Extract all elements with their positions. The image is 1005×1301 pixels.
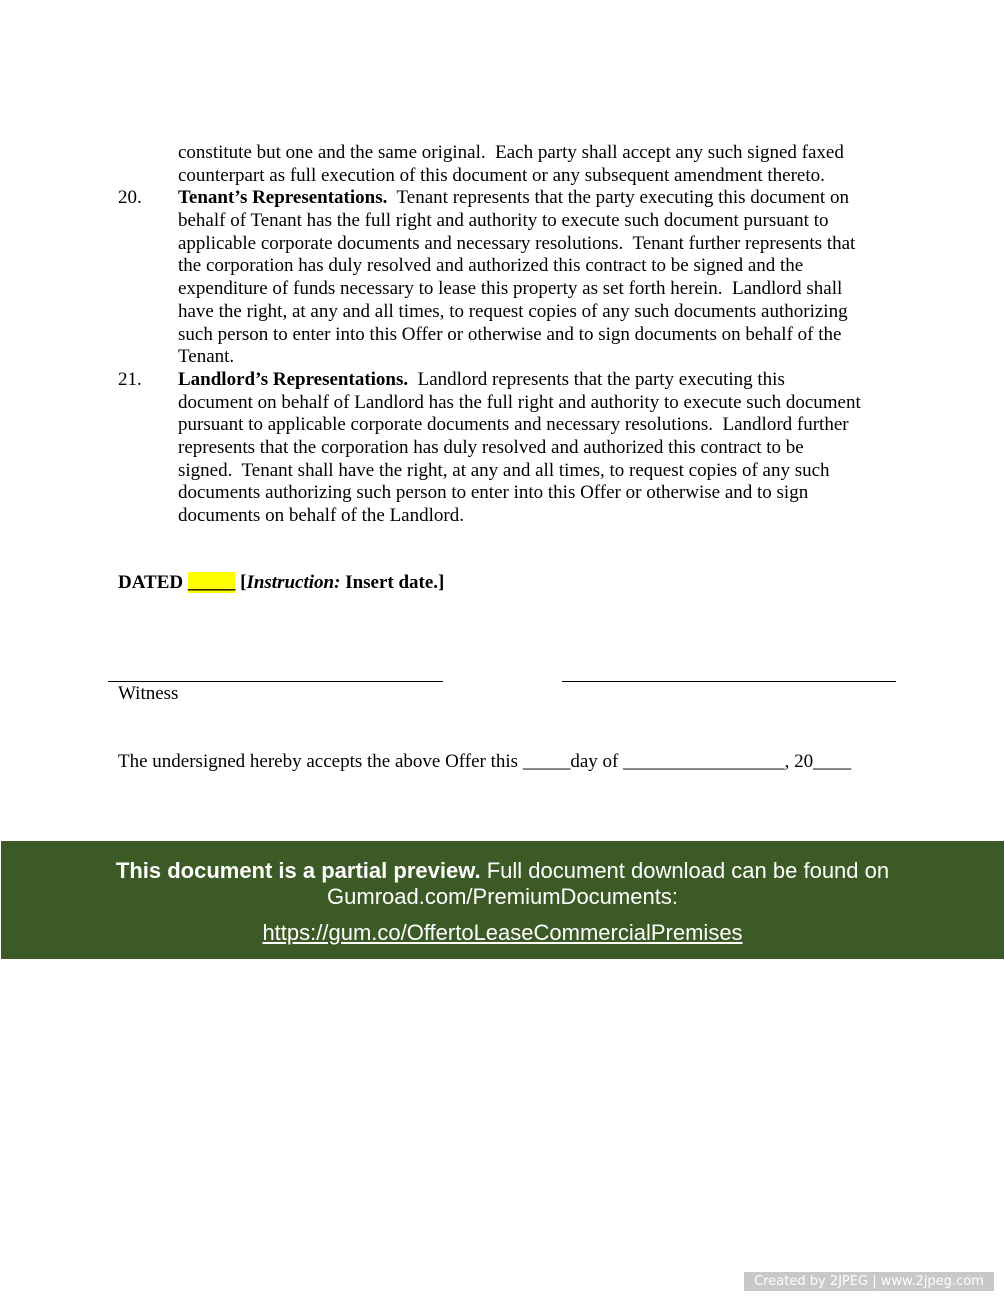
clause-line: applicable corporate documents and necessary resolutions. Tenant further represents that <box>178 232 856 254</box>
clause-line: behalf of Tenant has the full right and authority to execute such document pursuant to <box>178 210 829 232</box>
clause-line: documents authorizing such person to enter into this Offer or otherwise and to sign <box>178 482 809 504</box>
date-blank[interactable]: _____ <box>187 572 236 593</box>
clause-line: the corporation has duly resolved and authorized this contract to be signed and the <box>178 255 804 277</box>
bracket: [ <box>240 572 247 593</box>
clause-line: document on behalf of Landlord has the full right and authority to execute such document <box>178 391 861 413</box>
banner-line-2: Gumroad.com/PremiumDocuments: <box>327 884 678 909</box>
clause-text: Landlord represents that the party executing this <box>408 368 785 390</box>
witness-signature-line <box>108 681 443 682</box>
instruction-label: Instruction: <box>246 572 341 593</box>
clause-heading: Landlord’s Representations. <box>178 368 409 390</box>
clause-number: 21. <box>118 368 142 390</box>
banner-text: Full document download can be found on <box>480 858 890 883</box>
banner-bold: This document is a partial preview. <box>115 858 481 883</box>
clause-line: documents on behalf of the Landlord. <box>178 505 464 526</box>
clause-line: such person to enter into this Offer or otherwise and to sign documents on behalf of the <box>178 323 842 345</box>
clause-text: Tenant represents that the party executing this document on <box>387 187 849 209</box>
acceptance-line: The undersigned hereby accepts the above Offer this _____day of _________________, 20____ <box>118 751 852 772</box>
clause-20 <box>118 187 918 369</box>
clause-number: 20. <box>118 187 142 209</box>
clause-line: represents that the corporation has duly resolved and authorized this contract to be <box>178 436 804 458</box>
clause-line: have the right, at any and all times, to request copies of any such documents authorizing <box>178 300 848 322</box>
continuation-line: counterpart as full execution of this document or any subsequent amendment thereto. <box>178 164 825 186</box>
clause-21 <box>118 369 918 528</box>
clauses-section <box>118 142 918 528</box>
preview-banner <box>1 841 1004 959</box>
clause-line: signed. Tenant shall have the right, at any and all times, to request copies of any such <box>178 459 830 481</box>
clause-line: expenditure of funds necessary to lease this property as set forth herein. Landlord shall <box>178 278 843 300</box>
download-link[interactable]: https://gum.co/OffertoLeaseCommercialPremises <box>262 920 743 945</box>
dated-label: DATED <box>118 572 184 593</box>
clause-line: Tenant. <box>178 346 235 368</box>
instruction-text: Insert date.] <box>340 572 445 593</box>
signature-line <box>562 681 896 682</box>
clause-heading: Tenant’s Representations. <box>178 187 388 209</box>
continuation-line: constitute but one and the same original. Each party shall accept any such signed faxed <box>178 142 844 163</box>
watermark: Created by 2JPEG | www.2jpeg.com <box>744 1272 994 1291</box>
witness-label: Witness <box>118 683 179 704</box>
dated-line <box>118 572 918 595</box>
clause-line: pursuant to applicable corporate documents and necessary resolutions. Landlord further <box>178 414 849 436</box>
banner-line-1 <box>1 858 1004 884</box>
